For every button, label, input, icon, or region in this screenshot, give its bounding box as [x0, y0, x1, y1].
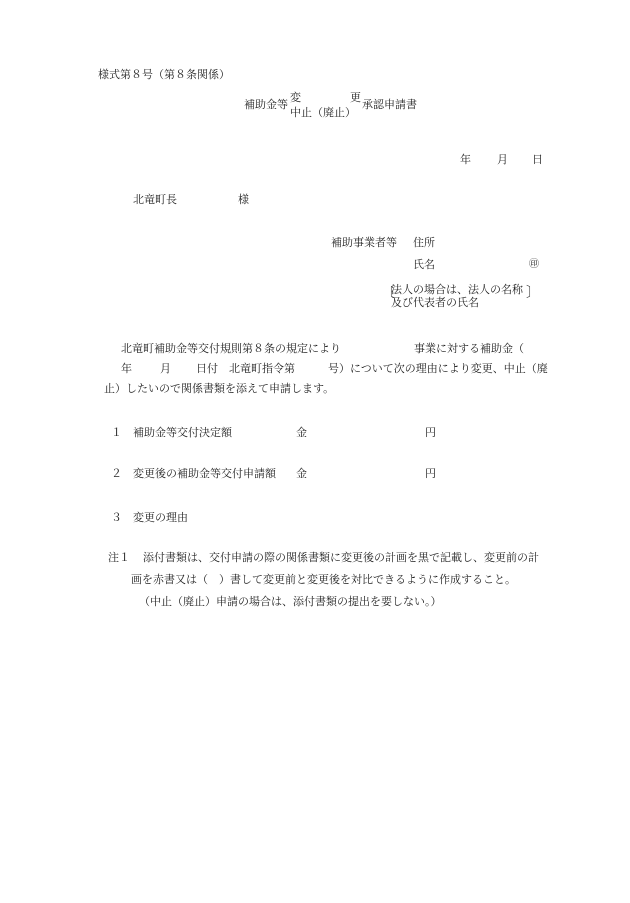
date-month: 月	[497, 153, 508, 166]
body-line-2-c: 日付	[196, 362, 218, 375]
item-label-2: 変更後の補助金等交付申請額	[133, 467, 276, 480]
item-label-3: 変更の理由	[133, 511, 188, 524]
title-left: 補助金等	[244, 98, 288, 111]
note-line-2: 画を赤書又は（ ）書して変更前と変更後を対比できるように作成すること。	[131, 573, 516, 586]
item-number-1: １	[111, 426, 122, 439]
note-line-1: 添付書類は、交付申請の際の関係書類に変更後の計画を黒で記載し、変更前の計	[143, 551, 539, 564]
title-change-char-2: 更	[350, 91, 361, 104]
body-line-1-b: 事業に対する補助金（	[414, 342, 524, 355]
body-line-2-e: 号）について次の理由により変更、中止（廃	[328, 362, 548, 375]
applicant-label: 補助事業者等	[331, 236, 397, 249]
item-yen-suffix-1: 円	[425, 426, 436, 439]
item-label-1: 補助金等交付決定額	[133, 426, 232, 439]
body-line-2-b: 月	[160, 362, 171, 375]
body-line-2-a: 年	[121, 362, 132, 375]
item-number-2: ２	[111, 467, 122, 480]
corporate-note-line-2: 及び代表者の氏名	[391, 296, 479, 309]
title-stop: 中止（廃止）	[290, 106, 356, 119]
addressee-name: 北竜町長	[133, 193, 177, 206]
title-change-char-1: 変	[290, 91, 301, 104]
note-line-3: （中止（廃止）申請の場合は、添付書類の提出を要しない。）	[139, 595, 442, 608]
body-line-1-a: 北竜町補助金等交付規則第８条の規定により	[121, 342, 341, 355]
address-label: 住所	[413, 236, 435, 249]
bracket-right: 〕	[526, 285, 540, 301]
name-label: 氏名	[413, 258, 435, 271]
item-yen-prefix-2: 金	[296, 467, 307, 480]
body-line-3: 止）したいので関係書類を添えて申請します。	[104, 382, 335, 395]
seal-mark: ㊞	[529, 259, 539, 270]
title-right: 承認申請書	[362, 98, 417, 111]
bracket-left: 〔	[381, 285, 395, 301]
item-yen-suffix-2: 円	[425, 467, 436, 480]
addressee-honorific: 様	[238, 193, 249, 206]
date-day: 日	[532, 153, 543, 166]
item-yen-prefix-1: 金	[296, 426, 307, 439]
date-year: 年	[460, 153, 471, 166]
corporate-note-line-1: 法人の場合は、法人の名称	[391, 283, 523, 296]
body-line-2-d: 北竜町指令第	[229, 362, 295, 375]
item-number-3: ３	[111, 511, 122, 524]
form-number: 様式第８号（第８条関係）	[98, 68, 230, 81]
note-label: 注１	[108, 551, 130, 564]
